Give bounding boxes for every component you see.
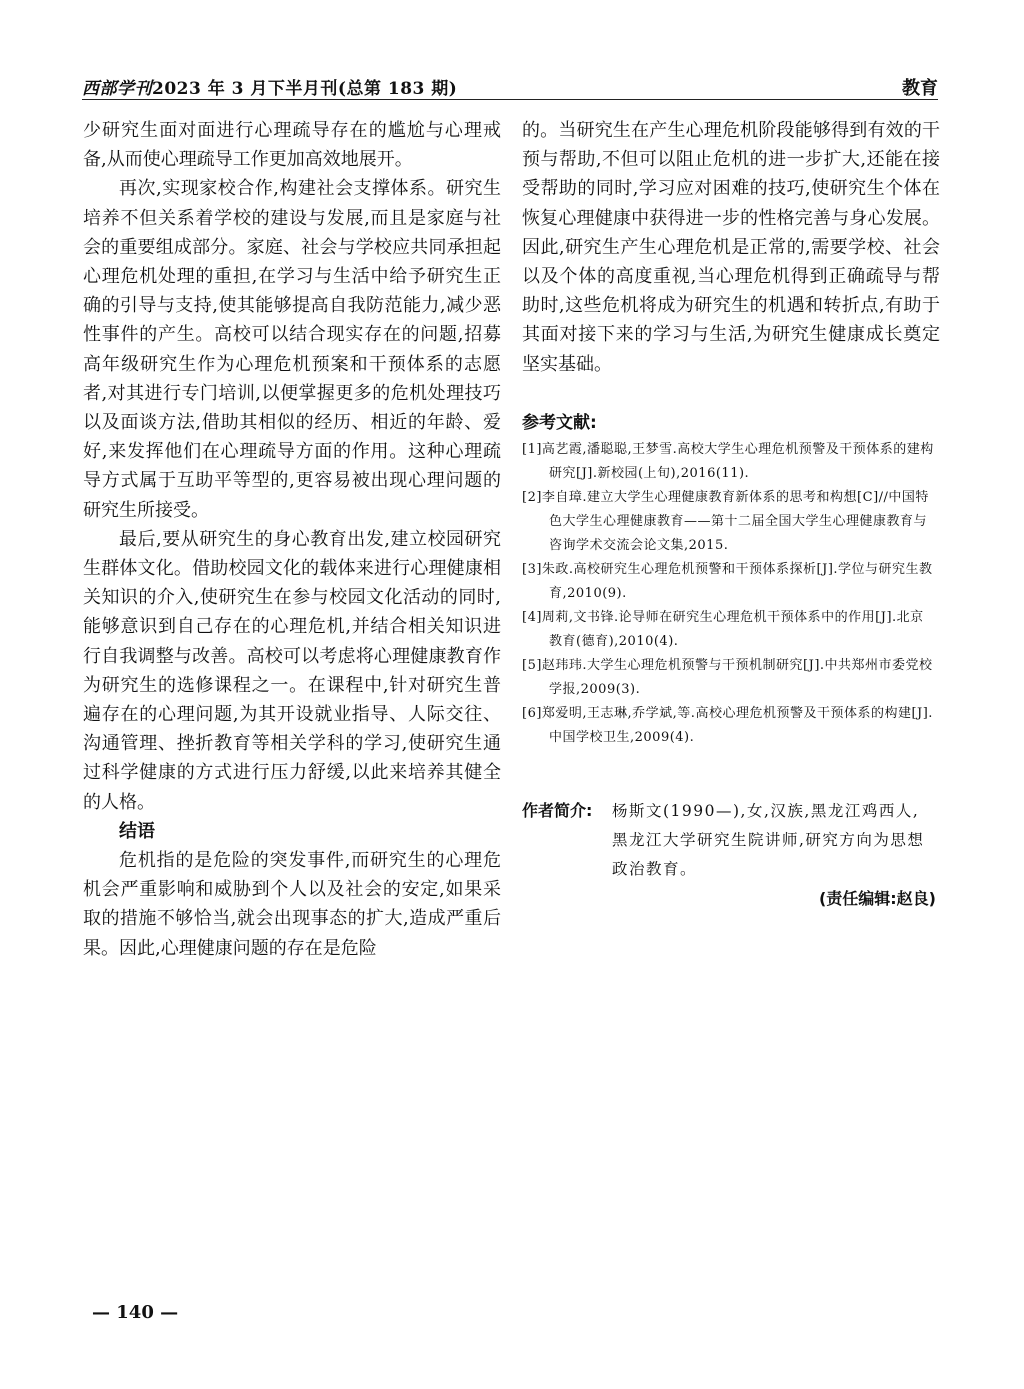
- reference-item: [2]李自璋.建立大学生心理健康教育新体系的思考和构想[C]//中国特色大学生心理健康教育——第十二届全国大学生心理健康教育与咨询学术交流会论文集,2015.: [522, 490, 929, 553]
- author-bio-label: 作者简介:: [522, 801, 593, 820]
- author-bio-text: 杨斯文(1990—),女,汉族,黑龙江鸡西人,黑龙江大学研究生院讲师,研究方向为思想政治教育。: [612, 802, 925, 878]
- responsible-editor: (责任编辑:赵良): [818, 889, 936, 908]
- header-rule: [82, 99, 938, 100]
- author-bio: [522, 796, 936, 884]
- references-list: [522, 438, 936, 750]
- issue-info: 2023 年 3 月下半月刊(总第 183 期): [152, 79, 458, 99]
- paragraph: 再次,实现家校合作,构建社会支撑体系。研究生培养不但关系着学校的建设与发展,而且是家庭与社会的重要组成部分。家庭、社会与学校应共同承担起心理危机处理的重担,在学习与生活中给予研究生正确的引导与支持,使其能够提高自我防范能力,减少恶性事件的产生。高校可以结合现实存在的问题,招募高年级研究生作为心理危机预案和干预体系的志愿者,对其进行专门培训,以便掌握更多的危机处理技巧以及面谈方法,借助其相似的经历、相近的年龄、爱好,来发挥他们在心理疏导方面的作用。这种心理疏导方式属于互助平等型的,更容易被出现心理问题的研究生所接受。: [83, 178, 501, 521]
- right-column: [522, 116, 940, 379]
- paragraph: 危机指的是危险的突发事件,而研究生的心理危机会严重影响和威胁到个人以及社会的安定,如果采取的措施不够恰当,就会出现事态的扩大,造成严重后果。因此,心理健康问题的存在是危险: [83, 850, 501, 959]
- section-heading: 结语: [119, 820, 155, 842]
- paragraph: 少研究生面对面进行心理疏导存在的尴尬与心理戒备,从而使心理疏导工作更加高效地展开。: [83, 120, 501, 171]
- paragraph: 的。当研究生在产生心理危机阶段能够得到有效的干预与帮助,不但可以阻止危机的进一步扩大,还能在接受帮助的同时,学习应对困难的技巧,使研究生个体在恢复心理健康中获得进一步的性格完善与身心发展。因此,研究生产生心理危机是正常的,需要学校、社会以及个体的高度重视,当心理危机得到正确疏导与帮助时,这些危机将成为研究生的机遇和转折点,有助于其面对接下来的学习与生活,为研究生健康成长奠定坚实基础。: [522, 120, 940, 375]
- page-number: — 140 —: [92, 1302, 179, 1323]
- references-title: 参考文献:: [522, 413, 597, 433]
- reference-item: [6]郑爱明,王志琳,乔学斌,等.高校心理危机预警及干预体系的构建[J].中国学校卫生,2009(4).: [522, 706, 933, 745]
- section-name: 教育: [902, 78, 938, 99]
- journal-logo: 西部学刊: [82, 79, 152, 99]
- running-header: [82, 72, 938, 98]
- paragraph: 最后,要从研究生的身心教育出发,建立校园研究生群体文化。借助校园文化的载体来进行心理健康相关知识的介入,使研究生在参与校园文化活动的同时,能够意识到自己存在的心理危机,并结合相关知识进行自我调整与改善。高校可以考虑将心理健康教育作为研究生的选修课程之一。在课程中,针对研究生普遍存在的心理问题,为其开设就业指导、人际交往、沟通管理、挫折教育等相关学科的学习,使研究生通过科学健康的方式进行压力舒缓,以此来培养其健全的人格。: [83, 528, 501, 813]
- reference-item: [5]赵玮玮.大学生心理危机预警与干预机制研究[J].中共郑州市委党校学报,2009(3).: [522, 658, 933, 697]
- journal-issue: [82, 74, 457, 99]
- left-column: [83, 116, 501, 963]
- reference-item: [3]朱政.高校研究生心理危机预警和干预体系探析[J].学位与研究生教育,2010(9).: [522, 562, 933, 601]
- reference-item: [1]高艺霞,潘聪聪,王梦雪.高校大学生心理危机预警及干预体系的建构研究[J].新校园(上旬),2016(11).: [522, 442, 934, 481]
- reference-item: [4]周莉,文书锋.论导师在研究生心理危机干预体系中的作用[J].北京教育(德育),2010(4).: [522, 610, 924, 649]
